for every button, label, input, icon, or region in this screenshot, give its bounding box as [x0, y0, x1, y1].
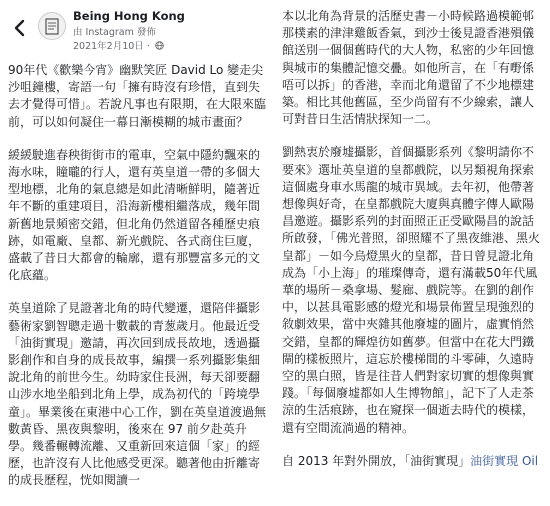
- post-paragraph: 劉熱衷於廢墟攝影，首個攝影系列《黎明請你不要來》選址英皇道的皇都戲院，以另類視角探索這個處身車水馬龍的城市異域。去年初，他帶著想像與好奇，在皇都戲院大廈與真體字傳人歐陽昌邀遊。攝影系列的封面照正正受歐陽昌的說話所啟發，「佛光普照，卻照耀不了黑夜維港、黑火皇都」－如今烏燈黑火的皇都，昔日曾見證北角成為「小上海」的璀璨傳奇，還有滿載50年代風華的場所－桑拿場、髮廊、戲院等。在劉的創作中，以甚具電影感的燈光和場景佈置呈現強烈的敘劇效果，當中夾雜其他廢墟的圖片，虛實悄然交錯，皇都的輝煌彷如舊夢。但當中在花大門鐵閘的樣板照片，這忘於樓梯間的斗零硨，久遠時空的黑白照，皆是往昔人們對家切實的想像與實踐。「每個廢墟都如人生博物館」，記下了人走茶涼的生活痕跡，也在窺探一個逝去時代的模樣，還有空間流淌過的精神。: [282, 145, 541, 435]
- post-date[interactable]: 2021年2月10日 ·: [73, 41, 150, 52]
- post-source: 由 Instagram 發佈: [73, 27, 156, 38]
- post-paragraph: 英皇道除了見證著北角的時代變遷，還陪伴攝影藝術家劉智聰走過十數載的青葱歲月。他最近受「油街實現」邀請，再次回到成長故地，透過攝影創作和自身的成長故事，編撰一系列攝影集細說北角的前世今生。幼時家住長洲，每天卻要翻山涉水地坐船到北角上學，成為初代的「跨境學童」。畢業後在東港中心工作，劉在英皇道渡過無數黃昏、黑夜與黎明，後來在 97 前夕赴英升學。幾番輾轉流離、又重新回來這個「家」的經歷，也許沒有人比他感受更深。聽著他由折離寄的成長歷程，恍如閱讀一: [8, 301, 267, 488]
- hashtag-link[interactable]: 油街實現 Oil: [470, 453, 539, 468]
- post-paragraph: 本以北角為背景的活歷史書－小時候路過模範邨那樸素的津津雞飯香氣，到沙士後見證香港殞儀館送別一個個舊時代的大人物，私密的少年回憶與城市的集體記憶交疊。如他所言，在「有嘢係唔可以拆」的香港，幸而北角還留了不少地標建築。相比其他舊區，至少尚留有不少線索，讓人可對昔日生活情狀探知一二。: [282, 9, 535, 127]
- back-arrow-icon[interactable]: [12, 19, 28, 37]
- page-name[interactable]: Being Hong Kong: [73, 9, 185, 23]
- post-body-right-column: [282, 8, 540, 486]
- post-body-left-column: [8, 62, 266, 506]
- post-paragraph: 緩緩駛進春秧街街市的電車，空氣中隱約飄來的海水味，瞳曨的行人，還有英皇道一帶的多個大型地標，北角的氣息總是如此清晰鮮明，隨著近年不斷的重建項目，沿海新樓相繼落成，幾年間新舊地景頻密交錯，但北角仍然道留各種歷史痕跡，如電廠、皇都、新光戲院、各式商住巨廈，盛載了昔日大都會的輪廓，還有那豐富多元的文化底蘊。: [8, 147, 261, 283]
- post-paragraph: 90年代《歡樂今宵》幽默笑匠 David Lo 變走尖沙咀鐘樓，寄語一句「擁有時沒有珍惜，直到失去才覺得可惜」。若說凡事也有限期，在大限來臨前，可以如何凝住一幕日漸模糊的城市畫面？: [8, 63, 267, 129]
- globe-icon: [155, 41, 164, 50]
- post-last-line: [282, 453, 540, 470]
- avatar[interactable]: [38, 12, 66, 40]
- page-logo-icon: [39, 13, 65, 39]
- post-text: 自 2013 年對外開放，「油街實現」: [282, 453, 471, 468]
- post-date-row: [73, 38, 164, 52]
